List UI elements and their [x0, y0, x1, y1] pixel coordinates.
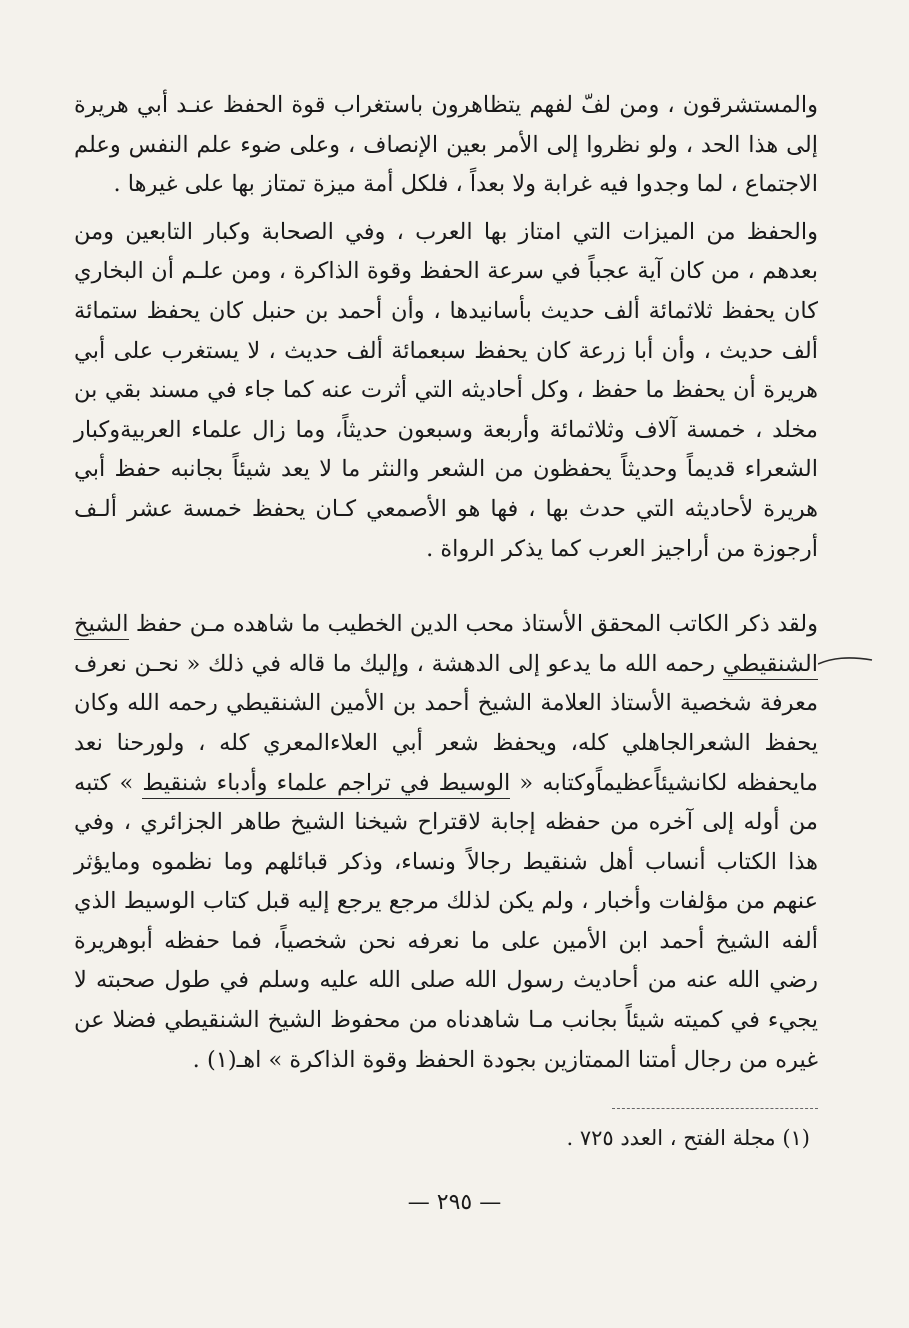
- margin-pen-mark-icon: [818, 654, 874, 668]
- footnote-divider: [612, 1108, 818, 1109]
- page-number: — ٢٩٥ —: [407, 1190, 502, 1215]
- paragraph-3: [74, 605, 818, 1080]
- paragraph-3-start: ولقد ذكر الكاتب المحقق الأستاذ محب الدين الخطيب ما شاهده مـن حفظ: [128, 611, 818, 638]
- underlined-book-title: الوسيط في تراجم علماء وأدباء شنقيط: [142, 770, 510, 799]
- paragraph-gap: [74, 569, 818, 605]
- paragraph-2: والحفظ من الميزات التي امتاز بها العرب ، وفي الصحابة وكبار التابعين ومن بعدهم ، من كان آية عجباً في سرعة الحفظ وقوة الذاكرة ، ومن علـم أن البخاري كان يحفظ ثلاثمائة ألف حديث بأسانيدها ، وأن أحمد بن حنبل كان يحفظ ستمائة ألف حديث ، وأن أبا زرعة كان يحفظ سبعمائة ألف حديث ، لا يستغرب على أبي هريرة أن يحفظ ما حفظ ، وكل أحاديثه التي أثرت عنه كما جاء في مسند بقي بن مخلد ، خمسة آلاف وثلاثمائة وأربعة وسبعون حديثاً، وما زال علماء العربيةوكبار الشعراء قديماً وحديثاً يحفظون من الشعر والنثر ما لا يعد شيئاً بجانبه حفظ أبي هريرة لأحاديثه التي حدث بها ، فها هو الأصمعي كـان يحفظ خمسة عشر ألـف أرجوزة من أراجيز العرب كما يذكر الرواة .: [74, 218, 818, 562]
- body-text: [74, 86, 818, 1080]
- footnote: (١) مجلة الفتح ، العدد ٧٢٥ .: [566, 1126, 810, 1150]
- paragraph-3-end: » كتبه من أوله إلى آخره من حفظه إجابة لاقتراح شيخنا الشيخ طاهر الجزائري ، وفي هذا الكتاب أنساب أهل شنقيط رجالاً ونساء، وذكر قبائلهم وما نظموه ومايؤثر عنهم من مؤلفات وأخبار ، ولم يكن لذلك مرجع يرجع إليه قبل كتاب الوسيط الذي ألفه الشيخ أحمد ابن الأمين على ما نعرفه نحن شخصياً، فما حفظه أبوهريرة رضي الله عنه من أحاديث رسول الله صلى الله عليه وسلم في طول صحبته لا يجيء في كميته شيئاً بجانب مـا شاهدناه من محفوظ الشيخ الشنقيطي فضلا عن غيره من رجال أمتنا الممتازين بجودة الحفظ وقوة الذاكرة » اهـ(١) .: [74, 769, 818, 1073]
- paragraph-1: والمستشرقون ، ومن لفّ لفهم يتظاهرون باستغراب قوة الحفظ عنـد أبي هريرة إلى هذا الحد ، ولو نظروا إلى الأمر بعين الإنصاف ، وعلى ضوء علم النفس وعلم الاجتماع ، لما وجدوا فيه غرابة ولا بعداً ، فلكل أمة ميزة تمتاز بها على غيرها .: [74, 92, 818, 198]
- underlined-name: الشيخ الشنقيطي: [74, 611, 818, 680]
- paragraph-3-middle: رحمه الله ما يدعو إلى الدهشة ، وإليك ما قاله في ذلك « نحـن نعرف معرفة شخصية الأستاذ العلامة الشيخ أحمد بن الأمين الشنقيطي رحمه الله وكان يحفظ الشعرالجاهلي كله، ويحفظ شعر أبي العلاءالمعري كله ، ولورحنا نعد مايحفظه لكانشيئاًعظيماًوكتابه «: [74, 650, 818, 796]
